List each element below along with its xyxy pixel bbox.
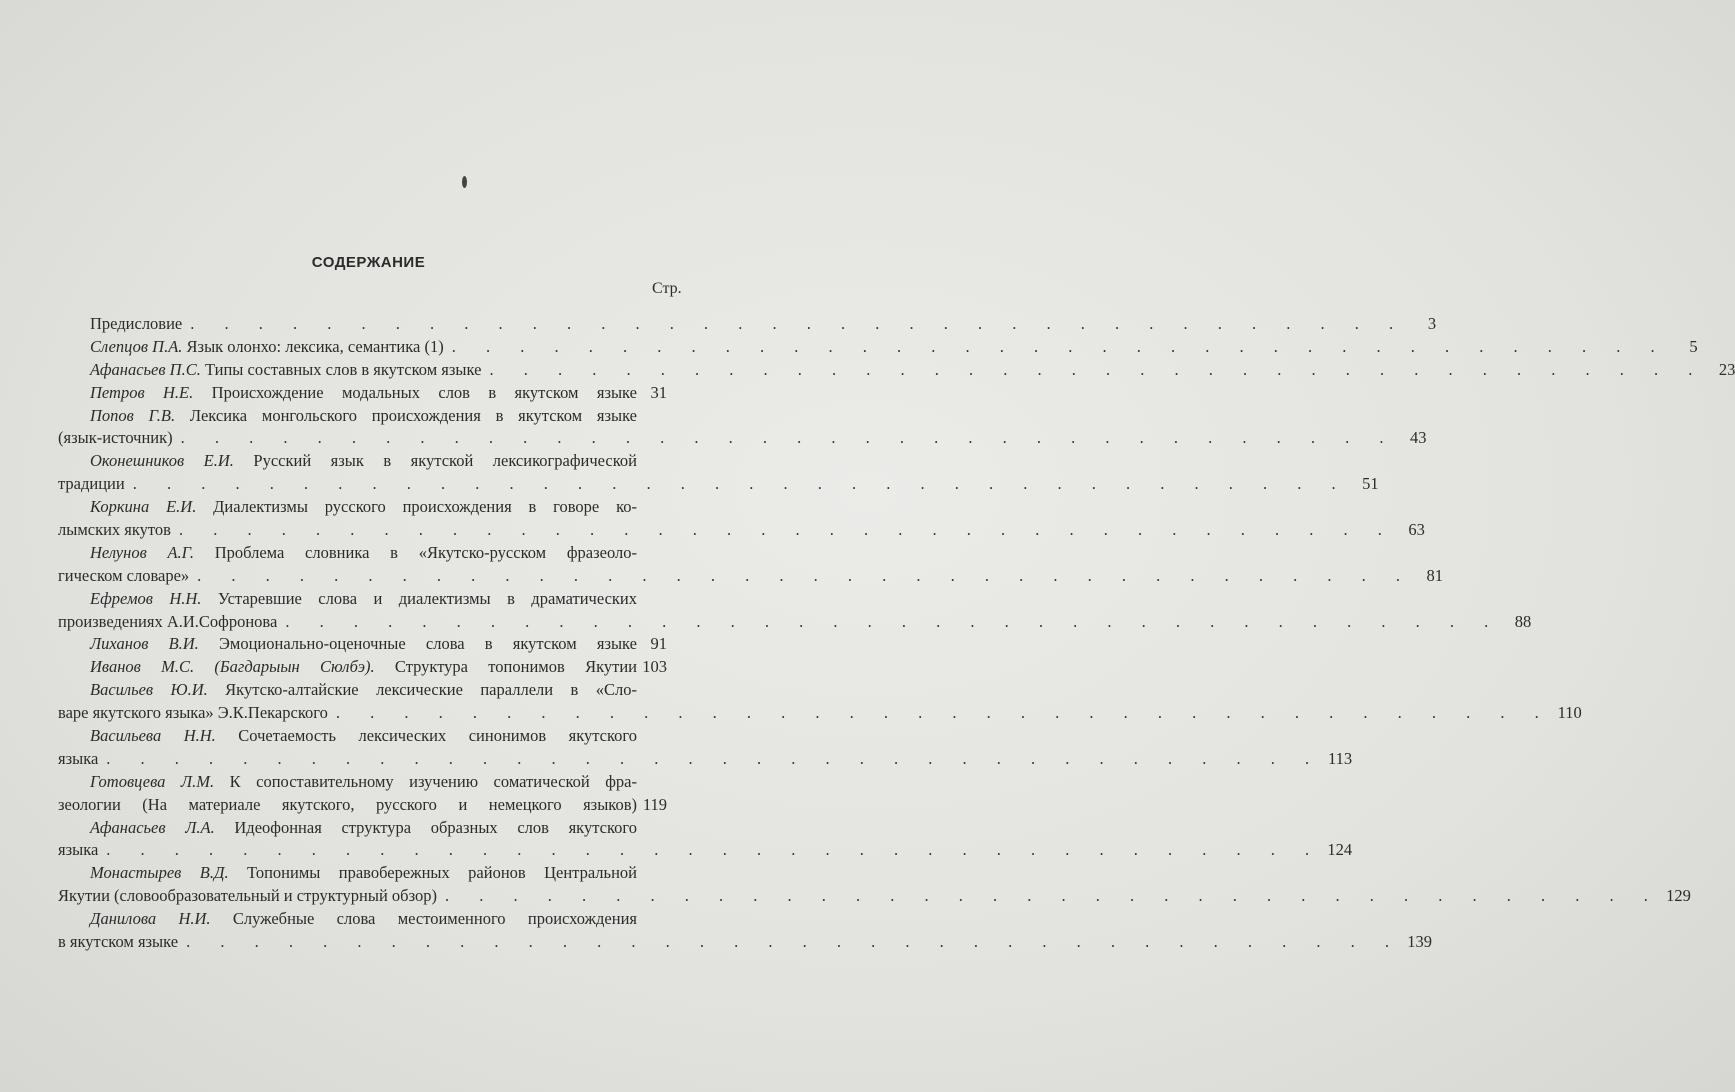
entry-text [58,473,125,496]
entry-text [58,405,637,428]
entry-title: Проблема словника в «Якутско-русском фразеоло- [193,542,637,562]
dot-leader: . . . . . . . . . . . . . . . . . . . . . . . . . . . . . . . . . . . . [335,703,1552,723]
entry-text [58,862,637,885]
entry-author: Иванов М.С. (Багдарыын Сюлбэ). [90,657,375,677]
toc-entry-line [58,679,667,702]
entry-author: Монастырев В.Д. [90,863,229,883]
entry-text [58,931,178,954]
dot-leader: . . . . . . . . . . . . . . . . . . . . . . . . . . . . . . . . . . . . [197,565,1414,585]
entry-title: гическом словаре» [58,565,190,585]
entry-text [58,450,637,473]
entry-title: Сочетаемость лексических синонимов якутского [215,726,637,746]
toc-entry-line [58,839,1353,862]
entry-title: Структура топонимов Якутии [374,657,637,677]
toc-entry-line [58,885,1691,908]
entry-text [58,839,98,862]
entry-text [58,885,437,908]
entry-text [58,771,637,794]
dot-leader: . . . . . . . . . . . . . . . . . . . . . . . . . . . . . . . . . . . . [186,932,1402,952]
entry-title: Типы составных слов в якутском языке [200,359,482,379]
entry-title: (язык-источник) [58,428,173,448]
entry-author: Петров Н.Е. [90,382,194,402]
toc-entry-line [58,519,1425,542]
entry-title: Диалектизмы русского происхождения в говоре ко- [196,497,637,517]
dot-leader: . . . . . . . . . . . . . . . . . . . . . . . . . . . . . . . . . . . . [178,520,1395,540]
entry-title: зеологии (На материале якутского, русского и немецкого языков) [58,794,637,814]
toc-entry-line [58,656,667,679]
entry-title: лымских якутов [58,520,171,540]
entry-text [58,519,171,542]
entry-text [58,748,98,771]
dot-leader: . . . . . . . . . . . . . . . . . . . . . . . . . . . . . . . . . . . . [489,359,1706,379]
entry-title: Русский язык в якутской лексикографической [233,451,637,471]
entry-title: Служебные слова местоименного происхождения [210,909,637,929]
entry-page-number: 31 [650,382,667,402]
toc-entry-line [58,450,667,473]
entry-title: Происхождение модальных слов в якутском языке [193,382,637,402]
toc-entry-line [58,794,667,817]
entry-text [58,794,637,817]
toc-entry-line [58,565,1444,588]
toc-entry-line [58,862,667,885]
entry-text [58,679,637,702]
entry-author: Лиханов В.И. [90,634,199,654]
toc-entry-line [58,382,667,405]
entry-title: традиции [58,474,125,494]
entry-author: Данилова Н.И. [90,909,211,929]
toc-entry-line [58,771,667,794]
entry-text [58,313,182,336]
page-column-label: Стр. [652,280,682,297]
toc-entry-line [58,473,1379,496]
entry-author: Оконешников Е.И. [90,451,234,471]
entry-title: Топонимы правобережных районов Центральной [228,863,637,883]
entry-title: Якутии (словообразовательный и структурный обзор) [58,886,437,906]
toc-entry-line [58,908,667,931]
entry-author: Слепцов П.А. [90,336,183,356]
dot-leader: . . . . . . . . . . . . . . . . . . . . . . . . . . . . . . . . . . . . [132,474,1349,494]
toc-entry-line [58,496,667,519]
entry-author: Готовцева Л.М. [90,771,215,791]
entry-title: Эмоционально-оценочные слова в якутском языке [198,634,637,654]
entry-text [58,382,637,405]
entry-page-number: 119 [642,794,667,814]
dot-leader: . . . . . . . . . . . . . . . . . . . . . . . . . . . . . . . . . . . . [106,840,1323,860]
entry-title: в якутском языке [58,932,179,952]
entry-page-number: 81 [1426,565,1444,585]
entry-title: Идеофонная структура образных слов якутского [214,817,637,837]
entry-page-number: 51 [1362,474,1379,494]
entry-author: Нелунов А.Г. [90,542,194,562]
entry-author: Афанасьев П.С. [90,359,201,379]
entry-title: Предисловие [90,314,183,333]
entry-text [58,588,637,611]
entry-text [58,496,637,519]
dot-leader: . . . . . . . . . . . . . . . . . . . . . . . . . . . . . . . . . . . . [444,886,1661,906]
entry-text [58,725,637,748]
entry-text [58,633,637,656]
entry-text [58,656,637,679]
entry-page-number: 113 [1328,748,1353,768]
entry-text [58,542,637,565]
dot-leader: . . . . . . . . . . . . . . . . . . . . . . . . . . . . . . . . . . . . [190,314,1407,333]
entry-author: Попов Г.В. [90,405,176,425]
entry-page-number: 63 [1408,520,1425,540]
entry-author: Васильев Ю.И. [90,680,208,700]
entry-page-number: 91 [650,634,667,654]
toc-entry-line [58,702,1582,725]
entry-title: Якутско-алтайские лексические параллели в «Сло- [207,680,637,700]
entry-page-number: 5 [1689,336,1698,356]
dot-leader: . . . . . . . . . . . . . . . . . . . . . . . . . . . . . . . . . . . . [451,336,1668,356]
entry-text [58,359,481,382]
entry-page-number: 110 [1557,703,1582,723]
toc-entry-line [58,542,667,565]
entry-title: произведениях А.И.Софронова [58,611,278,631]
entry-title: К сопоставительному изучению соматической фра- [214,771,637,791]
entry-title: языка [58,840,99,860]
entry-title: варе якутского языка» Э.К.Пекарского [58,703,328,723]
table-of-contents [58,313,1735,954]
entry-page-number: 43 [1410,428,1427,448]
entry-text [58,908,637,931]
toc-entry-line [58,588,667,611]
entry-title: Устаревшие слова и диалектизмы в драматических [201,588,637,608]
toc-entry-line [58,405,667,428]
entry-author: Коркина Е.И. [90,497,197,517]
scan-speck [462,176,467,188]
toc-entry-line [58,611,1532,634]
dot-leader: . . . . . . . . . . . . . . . . . . . . . . . . . . . . . . . . . . . . [106,748,1323,768]
entry-text [58,611,277,634]
entry-author: Ефремов Н.Н. [90,588,202,608]
entry-page-number: 124 [1327,840,1353,860]
toc-entry-line [58,817,667,840]
entry-page-number: 3 [1427,314,1437,333]
entry-page-number: 23 [1718,359,1735,379]
entry-text [58,565,189,588]
toc-entry-line [58,427,1427,450]
entry-title: Язык олонхо: лексика, семантика (1) [182,336,444,356]
toc-entry-line [58,313,1437,336]
toc-entry-line [58,359,1735,382]
toc-entry-line [58,633,667,656]
page-title: СОДЕРЖАНИЕ [311,254,426,271]
entry-title: языка [58,748,99,768]
dot-leader: . . . . . . . . . . . . . . . . . . . . . . . . . . . . . . . . . . . . [180,428,1397,448]
toc-entry-line [58,336,1698,359]
toc-entry-line [58,748,1353,771]
dot-leader: . . . . . . . . . . . . . . . . . . . . . . . . . . . . . . . . . . . . [285,611,1502,631]
entry-page-number: 88 [1514,611,1532,631]
toc-entry-line [58,931,1432,954]
toc-entry-line [58,725,667,748]
entry-page-number: 129 [1666,886,1691,906]
entry-text [58,702,328,725]
entry-author: Афанасьев Л.А. [90,817,215,837]
entry-text [58,817,637,840]
entry-page-number: 103 [642,657,667,677]
entry-author: Васильева Н.Н. [90,726,216,746]
entry-title: Лексика монгольского происхождения в якутском языке [175,405,637,425]
entry-text [58,427,173,450]
entry-text [58,336,444,359]
entry-page-number: 139 [1407,932,1432,952]
